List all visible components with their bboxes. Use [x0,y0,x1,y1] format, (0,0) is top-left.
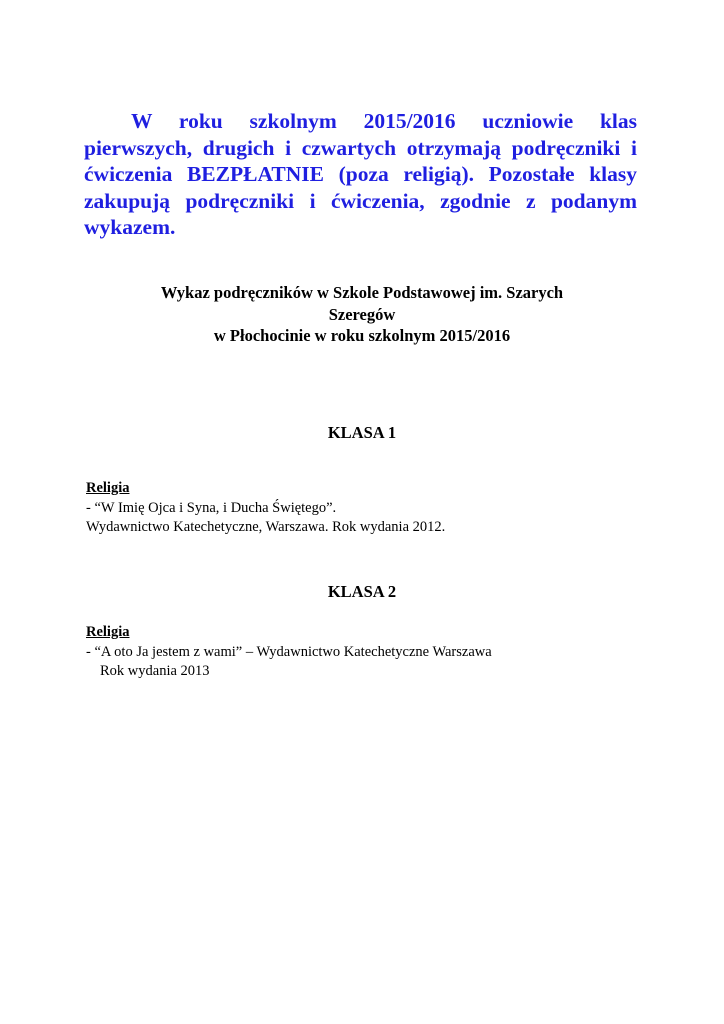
class-2-book-title: - “A oto Ja jestem z wami” – Wydawnictwo Katechetyczne Warszawa [86,644,492,660]
class-1-book-title: - “W Imię Ojca i Syna, i Ducha Świętego”. [86,500,337,516]
class-1-subject: Religia [86,480,130,496]
class-1-heading: KLASA 1 [327,423,397,442]
list-title [84,282,640,347]
class-2-book-entry [86,643,492,680]
class-2-book-year: Rok wydania 2013 [100,662,210,679]
list-title-line-2: Szeregów [328,304,396,324]
class-2-heading: KLASA 2 [327,582,397,601]
intro-paragraph: W roku szkolnym 2015/2016 uczniowie klas pierwszych, drugich i czwartych otrzymają podręczniki i ćwiczenia BEZPŁATNIE (poza religią). Pozostałe klasy zakupują podręczniki i ćwiczenia, zgodnie z podanym wykazem. [84,109,637,239]
list-title-line-1: Wykaz podręczników w Szkole Podstawowej im. Szarych [160,283,564,302]
class-2-subject: Religia [86,624,130,640]
class-1-book-entry [86,499,445,536]
class-1-book-publisher: Wydawnictwo Katechetyczne, Warszawa. Rok wydania 2012. [86,518,446,535]
list-title-line-3: w Płochocinie w roku szkolnym 2015/2016 [213,326,511,345]
